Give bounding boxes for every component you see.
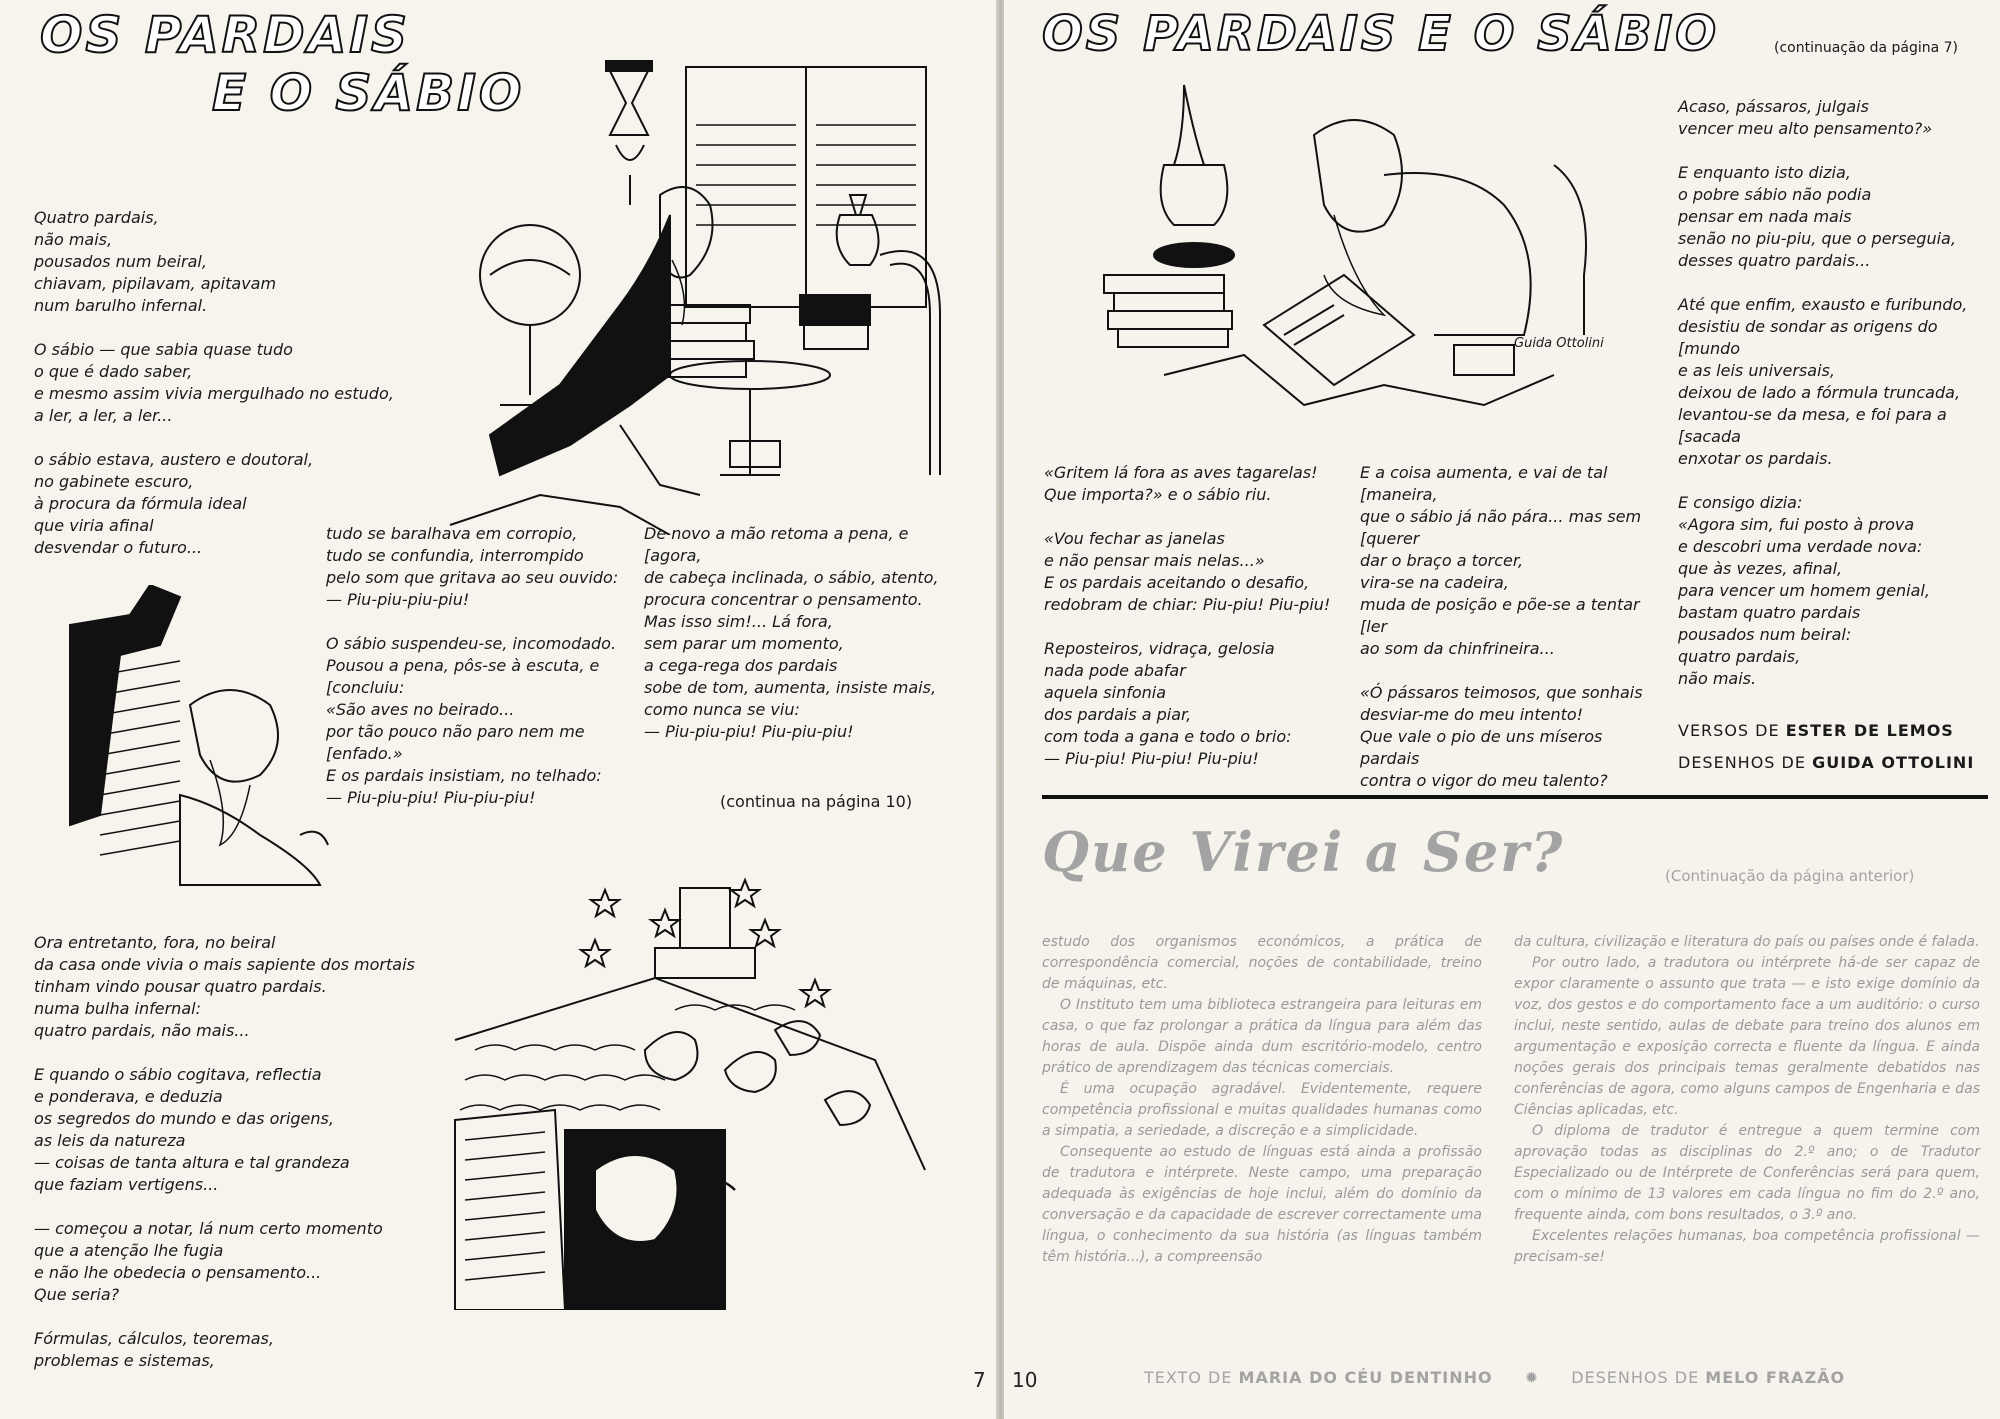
continued-note: (continua na página 10) (720, 792, 913, 811)
title-line-2: E O SÁBIO (212, 64, 525, 122)
paragraph: da cultura, civilização e literatura do país ou países onde é falada. (1514, 934, 1980, 950)
stanza: O sábio suspendeu-se, incomodado. Pousou a pena, pôs-se à escuta, e [concluiu: «São aves no beirado... por tão pouco não paro nem me [enfado.» E os pardais insistiam, no telhado: — Piu-piu-piu! Piu-piu-piu! (326, 634, 617, 807)
illustrator-name: MELO FRAZÃO (1705, 1368, 1846, 1387)
article-column-2 (1514, 932, 1980, 1268)
verse-column-3 (644, 523, 940, 743)
right-page (1004, 0, 2000, 1419)
stanza: De novo a mão retoma a pena, e [agora, de cabeça inclinada, o sábio, atento, procura concentrar o pensamento. Mas isso sim!... Lá fora, sem parar um momento, a cega-rega dos pardais sobe de tom, aumenta, insiste mais, como nunca se viu: — Piu-piu-piu! Piu-piu-piu! (644, 524, 939, 741)
author-name: ESTER DE LEMOS (1785, 721, 1954, 740)
paragraph: Excelentes relações humanas, boa competência profissional — precisam-se! (1514, 1228, 1980, 1265)
sage-reading-illustration (1084, 75, 1604, 435)
sage-at-desk-illustration (420, 55, 960, 535)
article-column-1 (1042, 932, 1482, 1268)
section-divider (1042, 795, 1988, 799)
article-continuation-note: (Continuação da página anterior) (1665, 867, 1915, 885)
stanza: Fórmulas, cálculos, teoremas, problemas e sistemas, (34, 1329, 274, 1370)
stars-decoration (581, 880, 829, 1006)
stanza: «Vou fechar as janelas e não pensar mais nelas...» E os pardais aceitando o desafio, redobram de chiar: Piu-piu! Piu-piu! (1044, 529, 1331, 614)
stanza: Reposteiros, vidraça, gelosia nada pode abafar aquela sinfonia dos pardais a piar, com toda a gana e todo o brio: — Piu-piu! Piu-piu! Piu-piu! (1044, 639, 1292, 768)
page-number-left: 7 (973, 1368, 986, 1392)
stanza: — começou a notar, lá num certo momento que a atenção lhe fugia e não lhe obedecia o pensamento... Que seria? (34, 1219, 383, 1304)
paragraph: estudo dos organismos económicos, a prática de correspondência comercial, noções de contabilidade, treino de máquinas, etc. (1042, 934, 1482, 992)
paragraph: É uma ocupação agradável. Evidentemente, requere competência profissional e muitas qualidades humanas como a simpatia, a seriedade, a discreção e a simplicidade. (1042, 1081, 1482, 1139)
stanza: Ora entretanto, fora, no beiral da casa onde vivia o mais sapiente dos mortais tinham vindo pousar quatro pardais. numa bulha infernal: quatro pardais, não mais... (34, 933, 415, 1040)
stanza: «Gritem lá fora as aves tagarelas! Que importa?» e o sábio riu. (1044, 463, 1318, 504)
stanza: Quatro pardais, não mais, pousados num beiral, chiavam, pipilavam, apitavam num barulho infernal. (34, 208, 277, 315)
paragraph: Por outro lado, a tradutora ou intérprete há-de ser capaz de expor claramente o assunto que trata — e isto exige domínio da voz, dos gestos e do comportamento face a um auditório: o curso inclui, neste sentido, aulas de debate para treino dos alunos em argumentação e exposição correcta e fluente da língua. E ainda noções gerais dos principais temas geralmente debatidos nas conferências de agora, como alguns campos de Engenharia e das Ciências aplicadas, etc. (1514, 955, 1980, 1118)
verse-column-b (1360, 462, 1660, 792)
author-name: MARIA DO CÉU DENTINHO (1238, 1368, 1493, 1387)
credit-label: DESENHOS DE (1678, 753, 1806, 772)
verse-column-1a (34, 207, 454, 559)
separator-icon: ✹ (1524, 1368, 1540, 1387)
sage-at-window-illustration (60, 585, 330, 895)
illustrator-signature: Guida Ottolini (1514, 336, 1604, 351)
page-number-right: 10 (1012, 1368, 1038, 1392)
article-credits (1144, 1368, 1845, 1387)
article-title: Que Virei a Ser? (1042, 820, 1565, 884)
verse-column-a (1044, 462, 1344, 770)
title: OS PARDAIS E O SÁBIO (1042, 6, 1720, 62)
credit-verses (1678, 721, 1954, 740)
stanza: E enquanto isto dizia, o pobre sábio não podia pensar em nada mais senão no piu-piu, que o perseguia, desses quatro pardais... (1678, 163, 1956, 270)
credit-drawings (1678, 753, 1974, 772)
stanza: E a coisa aumenta, e vai de tal [maneira, que o sábio já não pára... mas sem [querer dar o braço a torcer, vira-se na cadeira, muda de posição e põe-se a tentar [ler ao som da chinfrineira... (1360, 463, 1642, 658)
stanza: E quando o sábio cogitava, reflectia e ponderava, e deduzia os segredos do mundo e das origens, as leis da natureza — coisas de tanta altura e tal grandeza que faziam vertigens... (34, 1065, 350, 1194)
credit-label: VERSOS DE (1678, 721, 1780, 740)
verse-column-2 (326, 523, 624, 809)
stanza: E consigo dizia: «Agora sim, fui posto à prova e descobri uma verdade nova: que às vezes, afinal, para vencer um homem genial, bastam quatro pardais pousados num beiral: quatro pardais, não mais. (1678, 493, 1930, 688)
paragraph: O Instituto tem uma biblioteca estrangeira para leituras em casa, o que faz prolongar a prática da língua para além das horas de aula. Dispõe ainda dum escritório-modelo, centro prático de aprendizagem das técnicas comerciais. (1042, 997, 1482, 1076)
illustrator-name: GUIDA OTTOLINI (1812, 753, 1975, 772)
sparrows-on-roof-illustration (445, 870, 935, 1310)
verse-column-right (1678, 96, 1978, 690)
paragraph: O diploma de tradutor é entregue a quem termine com aprovação todas as disciplinas do 2.º ano; o de Tradutor Especializado ou de Intérprete de Conferências será para quem, com o mínimo de 13 valores em cada língua no fim do 2.º ano, frequente ainda, com bons resultados, o 3.º ano. (1514, 1123, 1980, 1223)
title-line-1: OS PARDAIS (40, 6, 410, 64)
stanza: Acaso, pássaros, julgais vencer meu alto pensamento?» (1678, 97, 1933, 138)
verse-column-1b (34, 932, 454, 1372)
stanza: «Ó pássaros teimosos, que sonhais desviar-me do meu intento! Que vale o pio de uns míseros pardais contra o vigor do meu talento? (1360, 683, 1643, 790)
stanza: o sábio estava, austero e doutoral, no gabinete escuro, à procura da fórmula ideal que viria afinal desvendar o futuro... (34, 450, 314, 557)
continuation-note: (continuação da página 7) (1774, 40, 1959, 56)
stanza: tudo se baralhava em corropio, tudo se confundia, interrompido pelo som que gritava ao seu ouvido: — Piu-piu-piu-piu! (326, 524, 619, 609)
paragraph: Consequente ao estudo de línguas está ainda a profissão de tradutora e intérprete. Neste campo, uma preparação adequada às exigências de hoje inclui, além do domínio da conversação e da capacidade de escrever correctamente uma língua, o conhecimento da sua história (as línguas também têm história...), a compreensão (1042, 1144, 1482, 1265)
credit-label: DESENHOS DE (1571, 1368, 1700, 1387)
left-page (0, 0, 998, 1419)
credit-label: TEXTO DE (1144, 1368, 1233, 1387)
stanza: Até que enfim, exausto e furibundo, desistiu de sondar as origens do [mundo e as leis universais, deixou de lado a fórmula truncada, levantou-se da mesa, e foi para a [sacada enxotar os pardais. (1678, 295, 1968, 468)
stanza: O sábio — que sabia quase tudo o que é dado saber, e mesmo assim vivia mergulhado no estudo, a ler, a ler, a ler... (34, 340, 394, 425)
